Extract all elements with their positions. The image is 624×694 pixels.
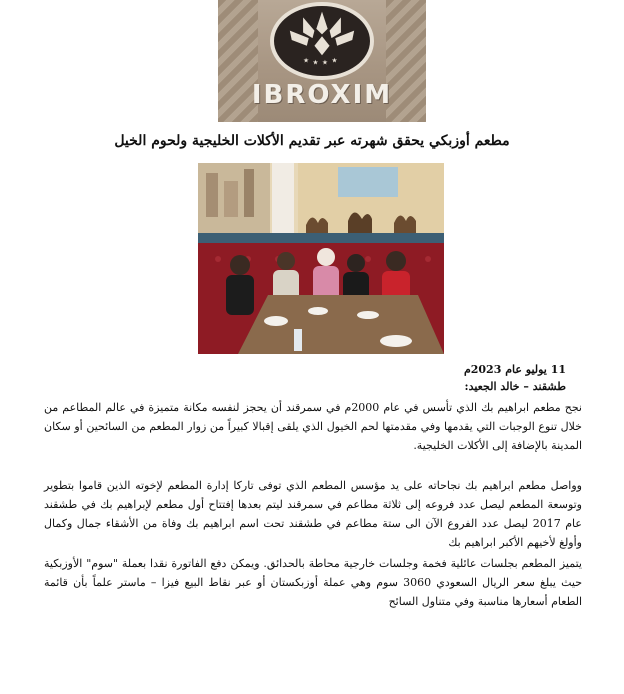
svg-text:★: ★ [303, 56, 310, 65]
article-paragraph: وواصل مطعم ابراهيم بك نجاحاته على يد مؤسس المطعم الذي توفى تاركا إدارة المطعم لإخوته الذين قاموا بتطوير وتوسعة المطعم ليصل عدد فروعه إلى ثلاثة مطاعم في سمرقند ليتم بعدها إفتتاح أول مطعم لإبراهيم بك في طشقند عام 2017 ليصل عدد الفروع الآن الى ستة مطاعم في طشقند تحت اسم ابراهيم بك وفاة من الأشقاء جمال وكمال وأولغ لأخيهم الأكبر ابراهيم بك [44, 479, 582, 549]
restaurant-interior-photo [198, 163, 444, 354]
article-paragraph: نجح مطعم ابراهيم بك الذي تأسس في عام 2000م في سمرقند أن يحجز لنفسه مكانة متميزة في عالم المطاعم من خلال تنوع الوجبات التي يقدمها وفي مقدمتها لحم الخيول الذي يلقى إقبالا كبيراً من زوار المطعم من السائحين أو سكان المدينة بالإضافة إلى الأكلات الخليجية. [44, 401, 582, 452]
brand-name: IBROXIM [251, 80, 393, 110]
restaurant-emblem [270, 2, 374, 80]
svg-text:★: ★ [331, 56, 338, 65]
svg-text:★: ★ [322, 58, 328, 67]
article-paragraph: يتميز المطعم بجلسات عائلية فخمة وجلسات خارجية محاطة بالحدائق. ويمكن دفع الفاتورة نقدا بعملة "سوم" الأوزبكية حيث يبلغ سعر الريال السعودي 3060 سوم وهي عملة أوزبكستان أو عبر نقاط البيع فيزا – ماستر علماً بأن قائمة الطعام أسعارها مناسبة وفي متناول السائح [44, 557, 582, 608]
svg-text:★: ★ [312, 58, 319, 67]
restaurant-sign-photo [218, 0, 426, 122]
article-headline: مطعم أوزبكي يحقق شهرته عبر تقديم الأكلات الخليجية ولحوم الخيل [114, 133, 510, 149]
article-date: 11 يوليو عام 2023م [463, 363, 566, 376]
article-byline: طشقند – خالد الجعيد: [464, 380, 566, 393]
emblem-star-icon [274, 6, 370, 76]
